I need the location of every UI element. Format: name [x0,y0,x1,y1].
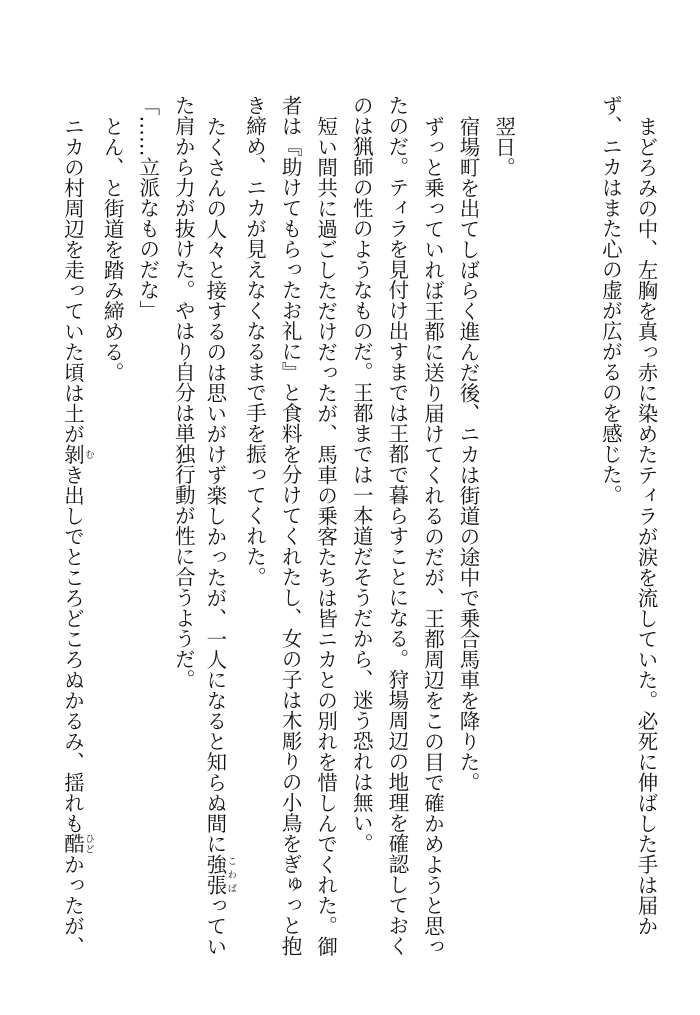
text-line: 者は『助けてもらったお礼に』と食料を分けてくれたし、女の子は木彫りの小鳥をぎゅっと抱 [278,95,303,956]
ruby-reading: こわば [225,853,237,895]
dialogue-line: 「……立派なものだな」 [135,95,160,321]
text-line [58,95,94,975]
ruby-base: 酷 [60,833,85,854]
text-segment: たくさんの人々と接するのは思いがけず楽しかったが、一人になると知らぬ間に [202,115,227,854]
ruby-base: 剝 [60,443,85,464]
text-line: ずっと乗っていれば王都に送り届けてくれるのだが、王都周辺をこの目で確かめようと思っ [420,115,445,956]
text-line: き締め、ニカが見えなくなるまで手を振ってくれた。 [242,95,267,587]
text-segment: かったが、 [60,853,85,956]
text-segment: き出しでところどころぬかるみ、揺れも [60,464,85,833]
ruby-word [60,443,94,465]
text-line: た肩から力が抜けた。やはり自分は単独行動が性に合うようだ。 [171,95,196,690]
novel-page [57,95,663,975]
blank-line [556,95,592,975]
text-line: 短い間共に過ごしただけだったが、馬車の乗客たちは皆ニカとの別れを惜しんでくれた。御 [313,115,338,956]
ruby-word [202,853,237,895]
blank-line [521,95,557,975]
text-segment: ってい [202,894,227,956]
ruby-reading: ひど [83,833,94,854]
text-segment: ニカの村周辺を走っていた頃は土が [60,115,85,444]
text-line [200,95,236,975]
text-line: 宿場町を出てしばらく進んだ後、ニカは街道の途中で乗合馬車を降りた。 [456,115,481,792]
text-line: とん、と街道を踏み締める。 [100,115,125,382]
text-line: ず、ニカはまた心の虚が広がるのを感じた。 [598,95,623,505]
ruby-base: 強張 [202,853,227,895]
ruby-reading: む [83,443,94,464]
text-line: のは猟師の性のようなものだ。王都までは一本道だそうだから、迷う恐れは無い。 [349,95,374,854]
ruby-word [60,833,94,854]
text-line: 翌日。 [491,115,516,177]
text-line: たのだ。ティラを見付け出すまでは王都で暮らすことになる。狩場周辺の地理を確認しておく [384,95,409,956]
text-line: まどろみの中、左胸を真っ赤に染めたティラが涙を流していた。必死に伸ばした手は届か [634,115,658,936]
